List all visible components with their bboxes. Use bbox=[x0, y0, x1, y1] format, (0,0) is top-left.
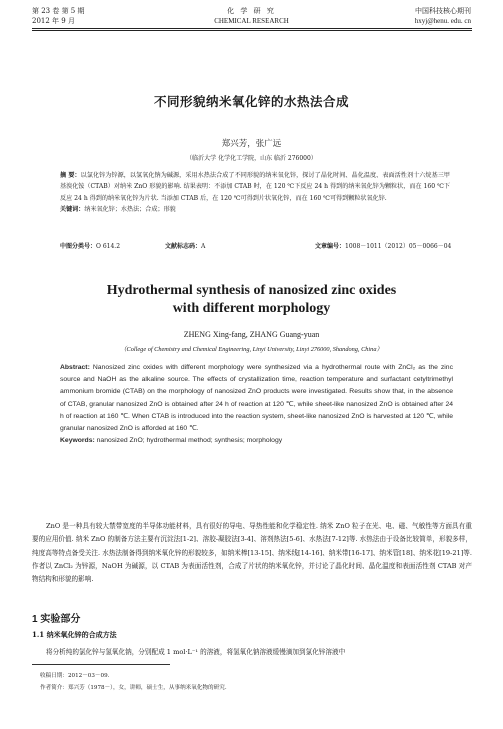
received-date: 收稿日期：2012－03－09. bbox=[40, 673, 110, 679]
doc-value: A bbox=[201, 243, 206, 250]
paper-title-zh: 不同形貌纳米氧化锌的水热法合成 bbox=[153, 94, 349, 109]
affiliation-zh: （临沂大学 化学化工学院，山东 临沂 276000） bbox=[186, 155, 317, 162]
issue-date: 2012 年 9 月 bbox=[32, 17, 75, 25]
introduction-text: ZnO 是一种具有较大禁带宽度的半导体功能材料，具有很好的导电、导热性能和化学稳定性. 纳米 ZnO 粒子在光、电、磁、气敏性等方面具有重要的应用价值. 纳米 ZnO 的制备方法主要有沉淀法[1-2]、溶胶-凝胶法[3-4]、溶剂热法[5-6]、水热法[7-12]等. 水热法由于设备比较简单，形貌多样，纯度高等特点备受关注. 水热法制备得到纳米氧化锌的形貌较多，如纳米棒[13-15]、纳米线[14-16]、纳米带[16-17]、纳米管[18]、纳米花[19-21]等. 作者以 ZnCl₂ 为锌源，NaOH 为碱源，以 CTAB 为表面活性剂，合成了片状的纳米氧化锌，并讨论了晶化时间、晶化温度和表面活性剂 CTAB 对产物结构和形貌的影响. bbox=[32, 522, 472, 584]
abstract-zh-label: 摘 要： bbox=[60, 172, 81, 179]
author-bio: 作者简介：郑兴芳（1978－），女，讲师，硕士生，从事纳米氧化物的研究. bbox=[40, 685, 227, 691]
footnote-rule bbox=[32, 664, 170, 665]
header-rule-bottom bbox=[32, 30, 472, 31]
abstract-en-text: Nanosized zinc oxides with different morphology were synthesized via a hydrothermal route with ZnCl₂ as the zinc source and NaOH as the alkaline source. The effects of crystallization time, reaction temperature and surfactant cetyltrimethyl ammonium bromide (CTAB) on the morphology of nanosized ZnO products were investigated. Results show that, in the absence of CTAB, granular nanosized ZnO is obtained after 24 h of reaction at 120 ℃, while sheet-like nanosized ZnO is obtained after 24 h of reaction at 160 ℃. When CTAB is introduced into the reaction system, sheet-like nanosized ZnO is harvested at 120 ℃, while granular nanosized ZnO is afforded at 160 ℃. bbox=[60, 364, 453, 433]
authors-zh: 郑兴芳，张广远 bbox=[221, 139, 282, 149]
abstract-en bbox=[60, 362, 453, 447]
article-value: 1008－1011（2012）05－0066－04 bbox=[345, 243, 452, 250]
doc-label: 文献标志码： bbox=[165, 243, 202, 250]
abstract-en-label: Abstract: bbox=[60, 364, 90, 371]
paper-title-en-line2: with different morphology bbox=[172, 301, 331, 316]
paper-title-en-line1: Hydrothermal synthesis of nanosized zinc oxides bbox=[106, 283, 397, 298]
journal-email: hxyj@henu. edu. cn bbox=[414, 17, 471, 25]
keywords-en-label: Keywords: bbox=[60, 437, 95, 445]
article-label: 文章编号： bbox=[315, 243, 346, 250]
affiliation-en: （College of Chemistry and Chemical Engineering, Linyi University, Linyi 276000, Shandong, China） bbox=[120, 346, 383, 353]
volume-issue: 第 23 卷 第 5 期 bbox=[32, 7, 85, 15]
authors-en: ZHENG Xing-fang, ZHANG Guang-yuan bbox=[183, 330, 320, 339]
header-rule-top bbox=[32, 28, 472, 29]
keywords-zh-text: 纳米氧化锌；水热法；合成；形貌 bbox=[84, 205, 176, 213]
journal-contact bbox=[415, 6, 471, 26]
section-heading-experimental: 1 实验部分 bbox=[32, 614, 81, 625]
abstract-zh bbox=[60, 170, 450, 215]
clc-label: 中图分类号： bbox=[60, 243, 97, 250]
subsection-heading-synthesis: 1.1 纳米氧化锌的合成方法 bbox=[32, 630, 117, 639]
keywords-en-text: nanosized ZnO; hydrothermal method; synthesis; morphology bbox=[96, 437, 283, 445]
synthesis-paragraph bbox=[32, 646, 472, 658]
synthesis-text: 将分析纯的氯化锌与氢氧化钠，分别配成 1 mol·L⁻¹ 的溶液，将氢氧化钠溶液缓慢滴加到氯化锌溶液中 bbox=[46, 648, 346, 656]
paper-title-en bbox=[0, 282, 503, 318]
journal-index-label: 中国科技核心期刊 bbox=[415, 7, 471, 15]
doc-code bbox=[165, 242, 205, 252]
article-number bbox=[315, 242, 451, 252]
abstract-zh-text: 以氯化锌为锌源，以氢氧化钠为碱源，采用水热法合成了不同形貌的纳米氧化锌，探讨了晶化时间、晶化温度、表面活性剂十六烷基三甲基溴化铵（CTAB）对纳米 ZnO 形貌的影响. 结果表明：不添加 CTAB 时，在 120 ℃下反应 24 h 得到的纳米氧化锌为颗粒状，而在 160 ℃下反应 24 h 得到的纳米氧化锌为片状. 当添加 CTAB 后，在 120 ℃可得到片状氧化锌，而在 160 ℃可得到颗粒状氧化锌. bbox=[60, 172, 450, 202]
introduction-paragraph bbox=[32, 520, 472, 586]
clc-value: O 614.2 bbox=[96, 243, 121, 250]
keywords-zh-label: 关键词： bbox=[60, 205, 85, 213]
journal-name-en: CHEMICAL RESEARCH bbox=[214, 17, 289, 25]
clc-code bbox=[60, 242, 120, 252]
journal-name-zh: 化 学 研 究 bbox=[227, 7, 276, 15]
